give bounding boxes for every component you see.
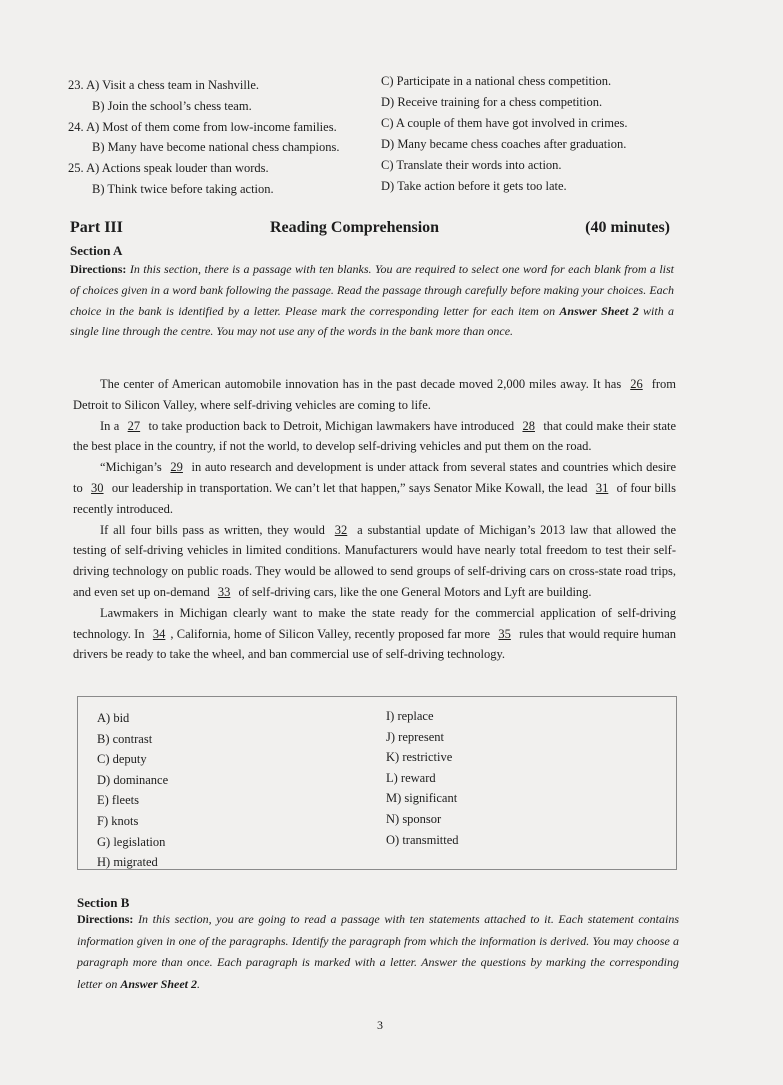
word-bank-item: F) knots bbox=[97, 813, 139, 828]
blank-30: 30 bbox=[91, 480, 104, 495]
word-bank-item: O) transmitted bbox=[386, 832, 459, 847]
word-bank-item: J) represent bbox=[386, 729, 444, 744]
directions-text-2: with a single line through the centre. You may not use any of the words in the bank more than once. bbox=[70, 303, 675, 339]
paragraph-1: The center of American automobile innovation has in the past decade moved 2,000 miles away. It has 26 from Detroit to Silicon Valley, where self-driving vehicles are coming to life. bbox=[73, 377, 677, 412]
word-bank-item: H) migrated bbox=[97, 855, 158, 870]
word-bank-item: B) contrast bbox=[97, 731, 153, 746]
part-title: Reading Comprehension bbox=[270, 219, 440, 236]
page-number: 3 bbox=[377, 1018, 383, 1032]
q24-option-d: D) Many became chess coaches after graduation. bbox=[381, 137, 627, 151]
paragraph-5: Lawmakers in Michigan clearly want to make the state ready for the commercial application of self-driving technology. In 34 , California, home of Silicon Valley, recently proposed far more 35 rules that would require human drivers be ready to take the wheel, and ban commercial use of self-driving technology. bbox=[73, 605, 677, 662]
word-bank-column-2 bbox=[386, 706, 459, 850]
directions-label: Directions: bbox=[70, 262, 127, 276]
paragraph-2: In a 27 to take production back to Detroit, Michigan lawmakers have introduced 28 that could make their state the best place in the country, if not the world, to develop self-driving vehicles and put them on the road. bbox=[73, 418, 677, 454]
part-time: (40 minutes) bbox=[585, 219, 670, 236]
word-bank-item: L) reward bbox=[386, 770, 436, 785]
q25-num-a: 25. A) Actions speak louder than words. bbox=[68, 161, 269, 175]
section-b-heading: Section B bbox=[77, 895, 130, 910]
answer-sheet-ref: Answer Sheet 2 bbox=[120, 976, 198, 991]
word-bank-item: A) bid bbox=[97, 711, 130, 725]
word-bank-item: D) dominance bbox=[97, 772, 169, 787]
section-a-heading: Section A bbox=[70, 243, 123, 258]
part-label: Part III bbox=[70, 219, 123, 236]
q25-option-c: C) Translate their words into action. bbox=[381, 158, 562, 172]
q23-option-c: C) Participate in a national chess competition. bbox=[381, 74, 612, 88]
q24-num-a: 24. A) Most of them come from low-income families. bbox=[68, 120, 337, 134]
word-bank-item: N) sponsor bbox=[386, 811, 442, 826]
blank-32: 32 bbox=[334, 522, 348, 537]
q23-option-d: D) Receive training for a chess competition. bbox=[381, 95, 603, 109]
q23-option-b: B) Join the school’s chess team. bbox=[92, 99, 252, 113]
q23-num-a: 23. A) Visit a chess team in Nashville. bbox=[68, 78, 260, 92]
q25-option-b: B) Think twice before taking action. bbox=[92, 182, 274, 196]
blank-26: 26 bbox=[630, 377, 643, 391]
blank-35: 35 bbox=[498, 626, 511, 641]
blank-29: 29 bbox=[170, 460, 183, 475]
word-bank-item: I) replace bbox=[386, 709, 434, 723]
q24-option-b: B) Many have become national chess champions. bbox=[92, 140, 340, 154]
blank-33: 33 bbox=[217, 584, 231, 599]
part-header bbox=[70, 219, 670, 241]
word-bank-item: G) legislation bbox=[97, 834, 166, 849]
section-a-directions bbox=[70, 259, 674, 342]
q25-option-d: D) Take action before it gets too late. bbox=[381, 179, 567, 193]
directions-text-1: In this section, you are going to read a passage with ten statements attached to it. Each statement contains information given in one of the paragraphs. Identify the paragraph from which the information is derived. You may choose a paragraph more than once. Each paragraph is marked with a letter. Answer the questions by marking the corresponding letter on bbox=[77, 912, 679, 991]
paragraph-3: “Michigan’s 29 in auto research and development is under attack from several states and countries which desire to 30 our leadership in transportation. We can’t let that happen,” says Senator Mike Kowall, the lead 31 of four bills recently introduced. bbox=[73, 460, 677, 516]
directions-end: . bbox=[197, 976, 201, 991]
word-bank-item: C) deputy bbox=[97, 752, 147, 767]
word-bank-item: E) fleets bbox=[97, 793, 139, 808]
blank-34: 34 bbox=[152, 626, 166, 641]
word-bank bbox=[77, 696, 677, 870]
paragraph-4: If all four bills pass as written, they would 32 a substantial update of Michigan’s 2013 law that allowed the testing of self-driving vehicles in limited conditions. Manufacturers would have nearly total freedom to test their self-driving technology on public roads. They would be allowed to send groups of self-driving cars on cross-state road trips, and even set up on-demand 33 of self-driving cars, like the one General Motors and Lyft are building. bbox=[73, 522, 677, 599]
word-bank-item: K) restrictive bbox=[386, 750, 453, 765]
passage bbox=[73, 374, 676, 665]
blank-28: 28 bbox=[522, 418, 535, 433]
q24-option-c: C) A couple of them have got involved in crimes. bbox=[381, 116, 628, 130]
directions-label: Directions: bbox=[77, 912, 134, 926]
blank-27: 27 bbox=[127, 418, 141, 433]
word-bank-item: M) significant bbox=[386, 791, 458, 806]
answer-sheet-ref: Answer Sheet 2 bbox=[559, 303, 639, 318]
directions-text-1: In this section, there is a passage with ten blanks. You are required to select one word for each blank from a list of choices given in a word bank following the passage. Read the passage through carefully before making your choices. Each choice in the bank is identified by a letter. Please mark the corresponding letter for each item on bbox=[70, 262, 675, 318]
section-b-directions bbox=[77, 909, 679, 995]
word-bank-column-1 bbox=[97, 708, 168, 873]
blank-31: 31 bbox=[595, 480, 609, 495]
